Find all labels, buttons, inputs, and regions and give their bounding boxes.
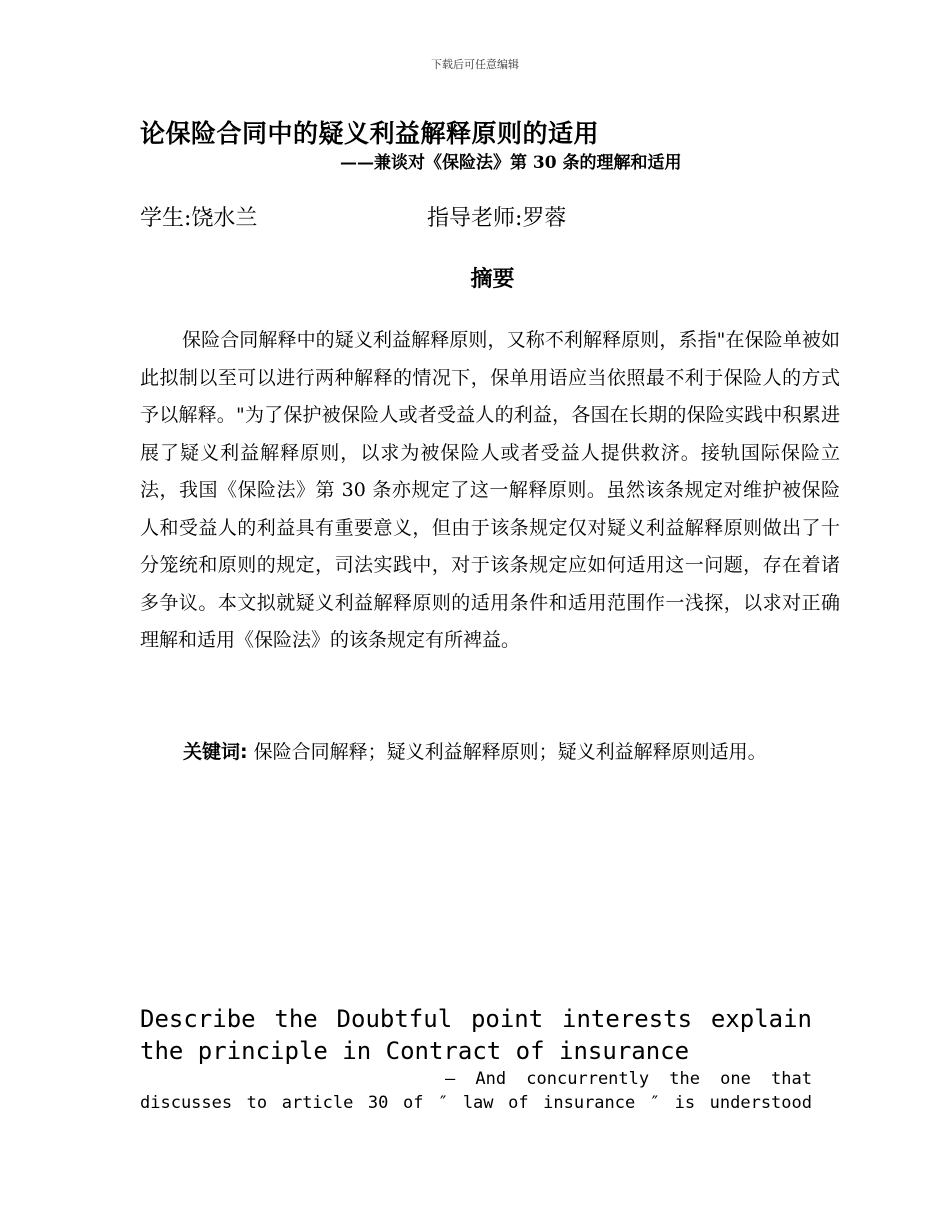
- keywords-label: 关键词:: [183, 741, 248, 763]
- paper-subtitle: ——兼谈对《保险法》第 30 条的理解和适用: [340, 153, 682, 173]
- keywords-text: 保险合同解释；疑义利益解释原则；疑义利益解释原则适用。: [247, 741, 767, 763]
- header-note: 下载后可任意编辑: [431, 58, 519, 71]
- paper-title: 论保险合同中的疑义利益解释原则的适用: [140, 119, 600, 148]
- abstract-heading: 摘要: [470, 267, 515, 292]
- keywords: [183, 737, 767, 764]
- english-title: [140, 1003, 812, 1067]
- english-title-line-1: Describe the Doubtful point interests explain: [140, 1005, 812, 1033]
- abstract-body: 保险合同解释中的疑义利益解释原则，又称不利解释原则，系指"在保险单被如此拟制以至可以进行两种解释的情况下，保单用语应当依照最不利于保险人的方式予以解释。"为了保护被保险人或者受益人的利益，各国在长期的保险实践中积累进展了疑义利益解释原则，以求为被保险人或者受益人提供救济。接轨国际保险立法，我国《保险法》第 30 条亦规定了这一解释原则。虽然该条规定对维护被保险人和受益人的利益具有重要意义，但由于该条规定仅对疑义利益解释原则做出了十分笼统和原则的规定，司法实践中，对于该条规定应如何适用这一问题，存在着诸多争议。本文拟就疑义利益解释原则的适用条件和适用范围作一浅探，以求对正确理解和适用《保险法》的该条规定有所裨益。: [140, 329, 840, 651]
- english-subtitle-line-2: discusses to article 30 of ″ law of insurance ″ is understood: [140, 1093, 812, 1113]
- english-subtitle-line-1: — And concurrently the one that: [445, 1069, 812, 1089]
- student-name: 学生:饶水兰: [140, 206, 258, 231]
- english-title-line-2: the principle in Contract of insurance: [140, 1037, 690, 1065]
- advisor-name: 指导老师:罗蓉: [427, 206, 567, 231]
- english-subtitle: [140, 1067, 812, 1115]
